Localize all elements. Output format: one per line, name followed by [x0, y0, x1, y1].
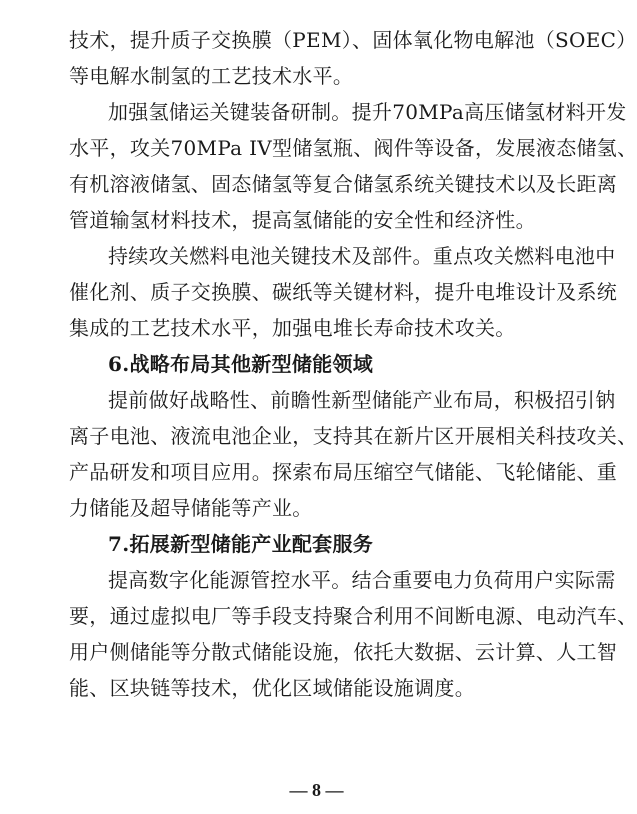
text-line: 有机溶液储氢、固态储氢等复合储氢系统关键技术以及长距离	[69, 172, 618, 196]
text-line: 水平，攻关70MPa IV型储氢瓶、阀件等设备，发展液态储氢、	[69, 136, 637, 160]
section-heading-6: 6.战略布局其他新型储能领域	[108, 352, 374, 376]
paragraph-first-line: 提前做好战略性、前瞻性新型储能产业布局，积极招引钠	[108, 388, 616, 412]
text-line: 技术，提升质子交换膜（PEM）、固体氧化物电解池（SOEC）	[69, 28, 637, 52]
text-line: 催化剂、质子交换膜、碳纸等关键材料，提升电堆设计及系统	[69, 280, 618, 304]
text-line: 能、区块链等技术，优化区域储能设施调度。	[69, 676, 475, 700]
text-line: 要，通过虚拟电厂等手段支持聚合利用不间断电源、电动汽车、	[69, 604, 637, 628]
text-line: 等电解水制氢的工艺技术水平。	[69, 64, 354, 88]
section-heading-7: 7.拓展新型储能产业配套服务	[108, 532, 374, 556]
text-line: 集成的工艺技术水平，加强电堆长寿命技术攻关。	[69, 316, 516, 340]
text-line: 管道输氢材料技术，提高氢储能的安全性和经济性。	[69, 208, 536, 232]
text-line: 用户侧储能等分散式储能设施，依托大数据、云计算、人工智	[69, 640, 618, 664]
paragraph-first-line: 提高数字化能源管控水平。结合重要电力负荷用户实际需	[108, 568, 616, 592]
text-line: 离子电池、液流电池企业，支持其在新片区开展相关科技攻关、	[69, 424, 637, 448]
page-number: — 8 —	[289, 780, 344, 800]
paragraph-first-line: 持续攻关燃料电池关键技术及部件。重点攻关燃料电池中	[108, 244, 616, 268]
text-line: 力储能及超导储能等产业。	[69, 496, 313, 520]
text-line: 产品研发和项目应用。探索布局压缩空气储能、飞轮储能、重	[69, 460, 618, 484]
paragraph-first-line: 加强氢储运关键装备研制。提升70MPa高压储氢材料开发	[108, 100, 627, 124]
